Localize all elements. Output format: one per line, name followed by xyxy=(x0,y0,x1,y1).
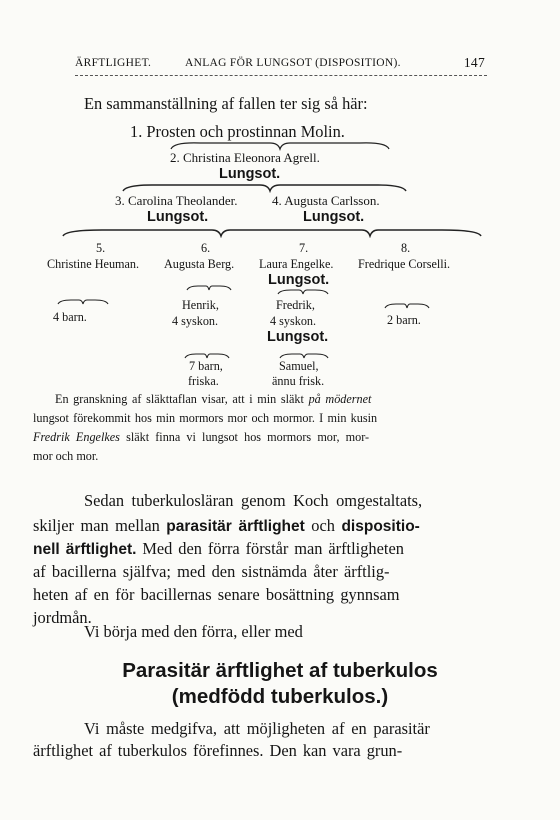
gen4-number-6: 6. xyxy=(201,241,211,255)
grandchild-6-count: 7 barn, xyxy=(189,359,223,373)
gen4-name-5: Christine Heuman. xyxy=(47,257,140,271)
body-p2: Vi börja med den förra, eller med xyxy=(84,622,303,641)
note-line-4: mor och mor. xyxy=(33,449,99,463)
body-p1-line-2-a: skiljer man mellan xyxy=(33,516,160,535)
child-6-siblings: 4 syskon. xyxy=(172,314,219,328)
term-dispositional-heredity-b: nell ärftlighet. xyxy=(33,541,137,558)
body-p1-line-4: af bacillerna själfva; med den sistnämda åter ärftlig- xyxy=(33,562,390,581)
note-line-3 xyxy=(33,430,369,445)
page-number: 147 xyxy=(463,55,485,70)
section-heading-line-2: (medfödd tuberkulos.) xyxy=(171,685,389,708)
header-title: ANLAG FÖR LUNGSOT (DISPOSITION). xyxy=(185,57,401,69)
body-p1-line-2-c: och xyxy=(311,516,335,535)
child-6-name: Henrik, xyxy=(182,298,219,312)
term-parasitic-heredity: parasitär ärftlighet xyxy=(166,518,305,535)
gen3-status-2: Lungsot. xyxy=(303,209,365,225)
note-line-1-italic: på mödernet xyxy=(308,392,372,406)
gen2-name: 2. Christina Eleonora Agrell. xyxy=(170,150,320,165)
body-p1-line-3-b: Med den förra förstår man ärftligheten xyxy=(142,539,404,558)
gen4-number-7: 7. xyxy=(299,241,309,255)
child-brace-6 xyxy=(186,284,232,292)
body-p3-line-2: ärftlighet af tuberkulos förefinnes. Den kan vara grun- xyxy=(33,741,403,760)
gen3-name-2: 4. Augusta Carlsson. xyxy=(272,193,380,208)
child-brace-7 xyxy=(277,288,329,296)
gen3-brace xyxy=(62,228,482,238)
gen4-name-6: Augusta Berg. xyxy=(164,257,235,271)
children-8: 2 barn. xyxy=(387,313,421,327)
gen3-status-1: Lungsot. xyxy=(147,209,209,225)
child-brace-8 xyxy=(384,302,430,310)
body-p3-line-1: Vi måste medgifva, att möjligheten af en parasitär xyxy=(84,719,430,738)
gen4-number-8: 8. xyxy=(401,241,411,255)
gen4-number-5: 5. xyxy=(96,241,106,255)
child-7-siblings: 4 syskon. xyxy=(270,314,317,328)
gen4-name-8: Fredrique Corselli. xyxy=(358,257,451,271)
note-line-3-italic: Fredrik Engelkes xyxy=(33,430,120,444)
child-7-name: Fredrik, xyxy=(276,298,315,312)
grandchild-6-status: friska. xyxy=(188,374,219,388)
gen2-status: Lungsot. xyxy=(219,166,281,182)
note-line-3-text: släkt finna vi lungsot hos mormors mor, mor- xyxy=(126,430,370,444)
child-brace-5 xyxy=(57,298,109,306)
note-line-2: lungsot förekommit hos min mormors mor och mormor. I min kusin xyxy=(33,411,378,425)
header-rule xyxy=(75,75,487,76)
body-p1-line-6: jordmån. xyxy=(33,608,92,627)
child-7-status: Lungsot. xyxy=(267,329,329,345)
body-p1-line-1: Sedan tuberkulosläran genom Koch omgestaltats, xyxy=(84,491,423,510)
note-line-1-text: En granskning af släkttaflan visar, att i min släkt xyxy=(55,392,304,406)
gen3-name-1: 3. Carolina Theolander. xyxy=(115,193,238,208)
intro-line: En sammanställning af fallen ter sig så här: xyxy=(84,94,368,113)
section-heading-line-1: Parasitär ärftlighet af tuberkulos xyxy=(122,659,438,682)
children-5: 4 barn. xyxy=(53,310,87,324)
header-left: ÄRFTLIGHET. xyxy=(75,57,152,69)
gen4-status-7: Lungsot. xyxy=(268,272,330,288)
grandchild-7-name: Samuel, xyxy=(279,359,319,373)
grandchild-7-status: ännu frisk. xyxy=(272,374,325,388)
term-dispositional-heredity-a: dispositio- xyxy=(341,518,420,535)
gen2-brace xyxy=(122,183,407,193)
gen1-couple: 1. Prosten och prostinnan Molin. xyxy=(130,122,345,141)
gen4-name-7: Laura Engelke. xyxy=(259,257,334,271)
body-p1-line-2 xyxy=(33,516,420,536)
body-p1-line-5: heten af en för bacillernas senare bosättning gynnsam xyxy=(33,585,400,604)
note-line-1 xyxy=(55,392,371,407)
body-p1-line-3 xyxy=(33,539,404,559)
